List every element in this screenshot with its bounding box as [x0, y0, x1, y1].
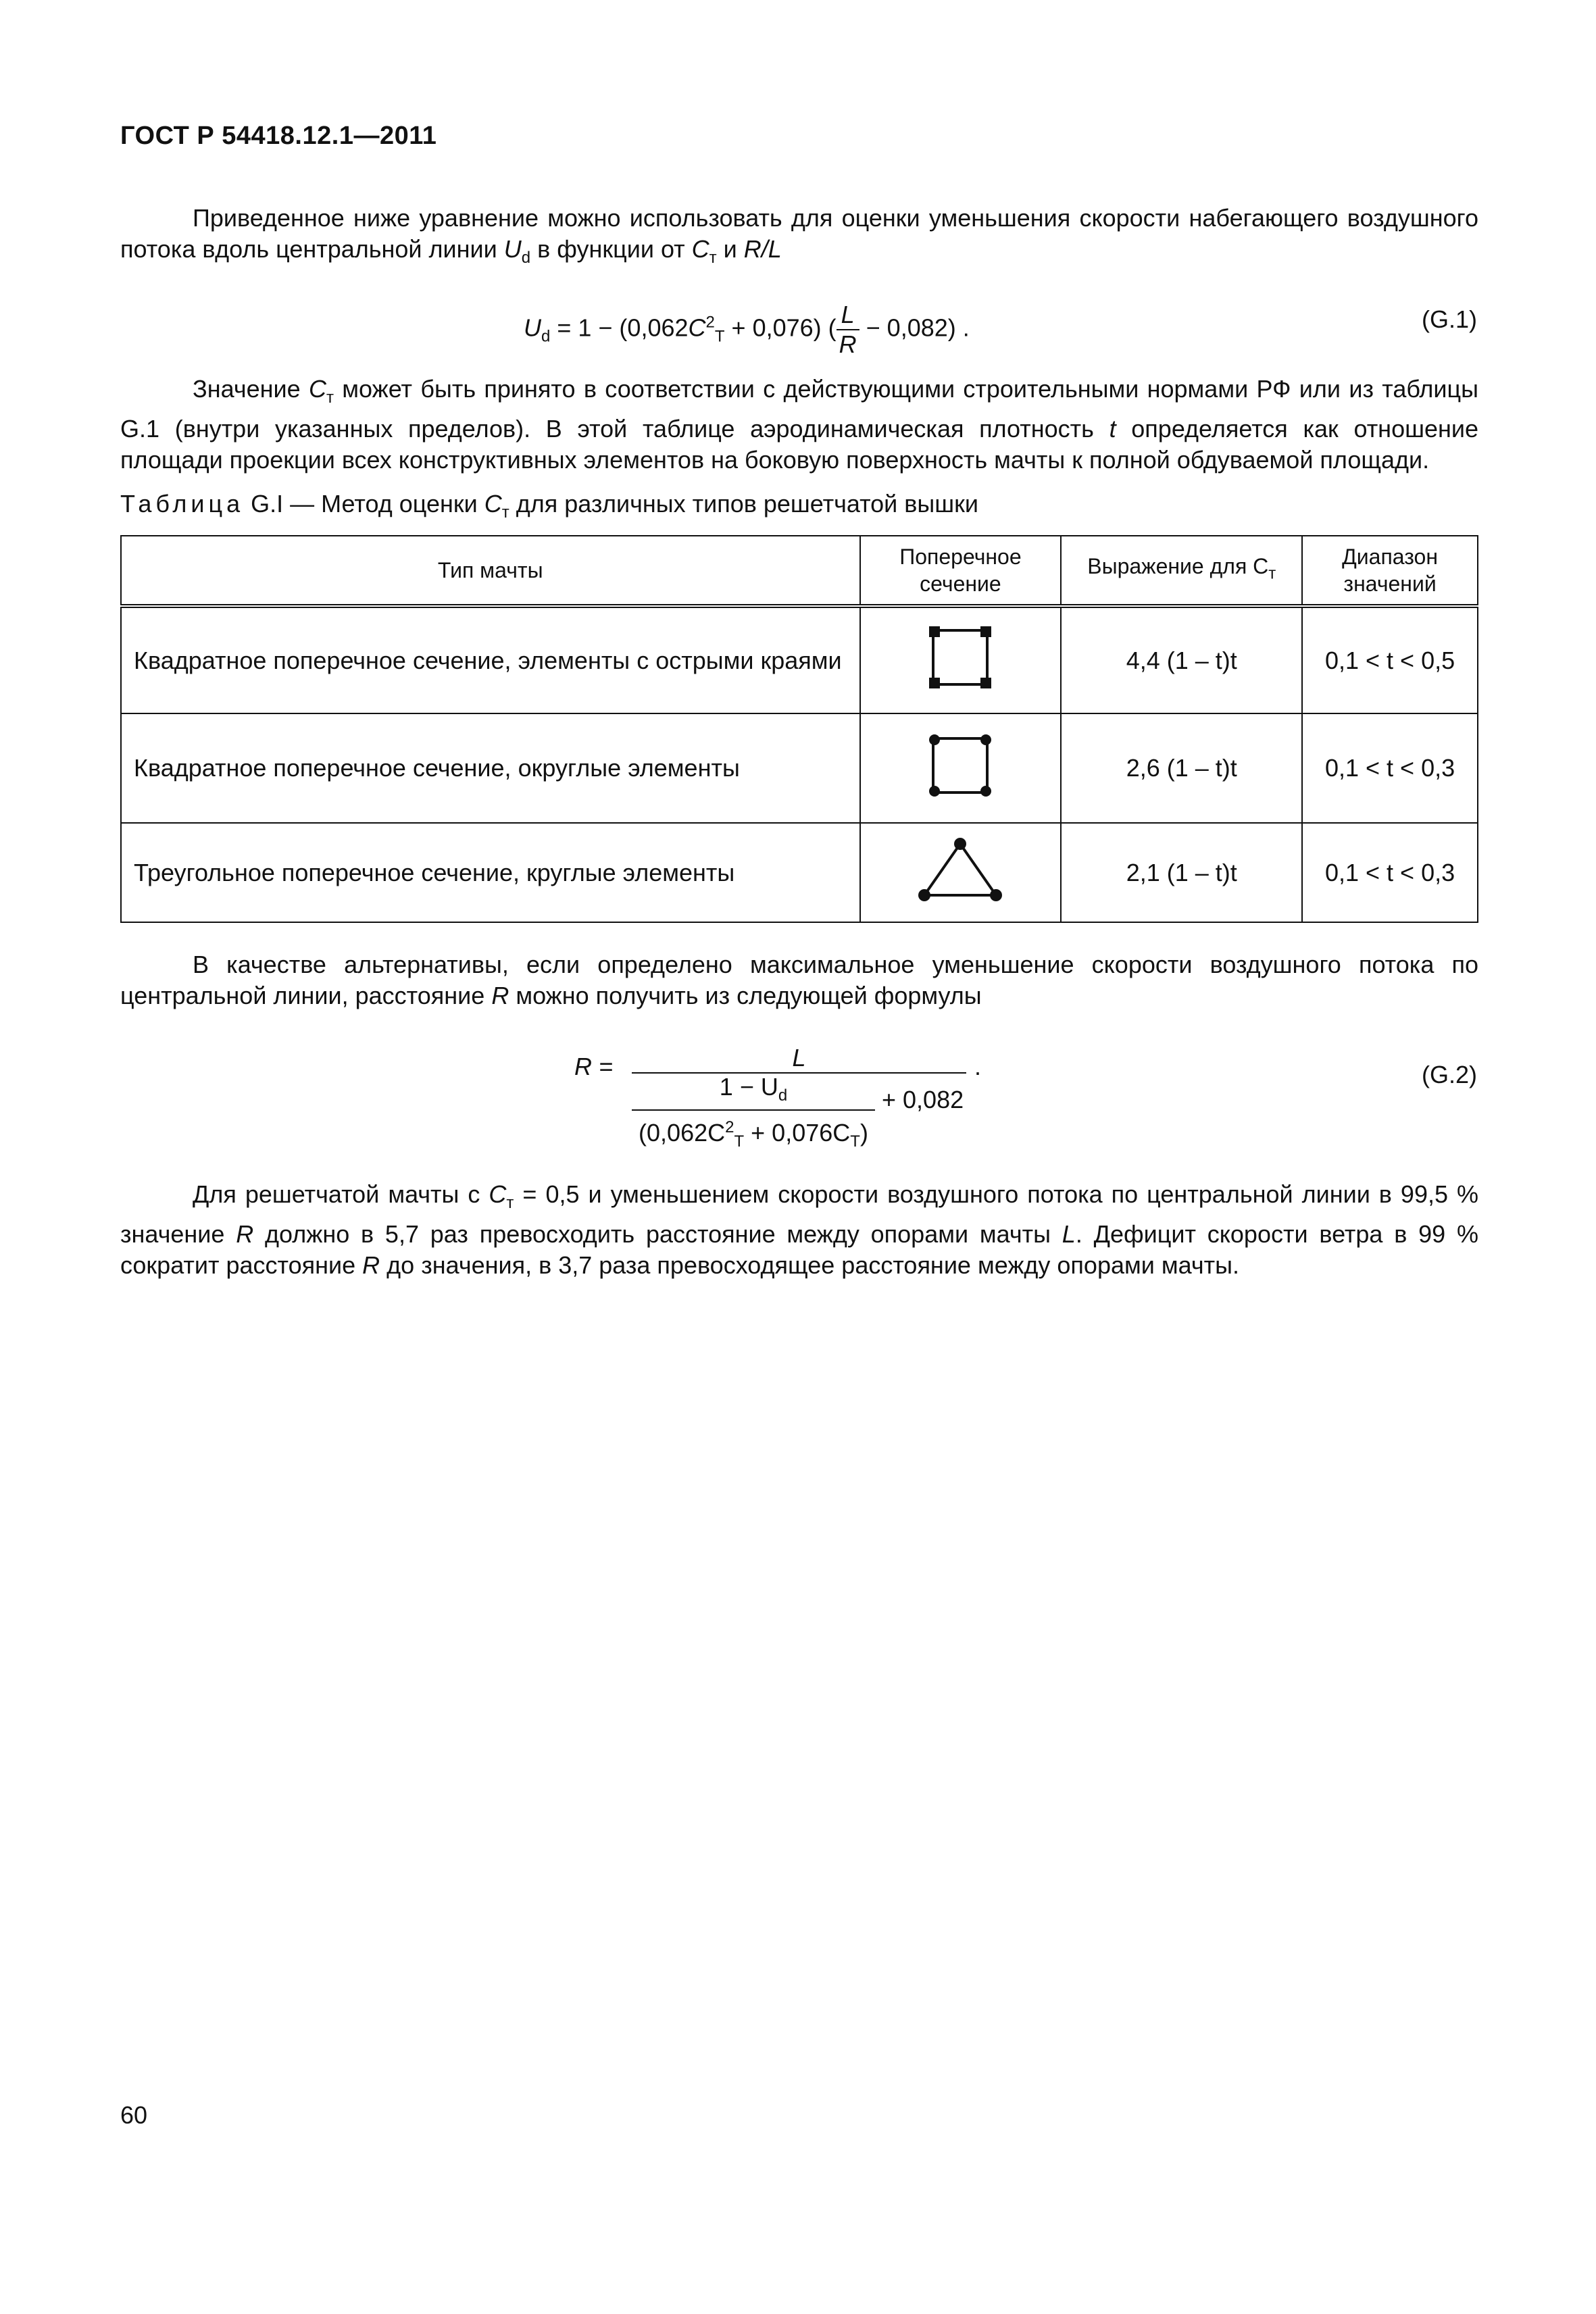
conclusion-paragraph: Для решетчатой мачты с $C_т = 0,5$ и уменьшением скорости воздушного потока по центральной линии в 99,5 % значение R должно в 5,7 раз превосходить расстояние между опорами мачты L. Дефицит скорости ветра в 99 % сократит расстояние R до значения, в 3,7 раза превосходящее расстояние между опорами мачты.	[120, 1180, 1478, 1280]
header-range: Диапазон значений	[1302, 536, 1478, 606]
cell-mast-type: Квадратное поперечное сечение, элементы с острыми краями	[121, 606, 860, 713]
table-header-row	[121, 536, 1478, 606]
equation-g2: R = L $1 - U_d$ $(0,062C^2_T + 0,076C_T)$ + 0,082 .	[574, 1044, 982, 1151]
fraction-l-over-r: $\frac{L}{R}$	[837, 301, 859, 359]
cell-expression: 2,6 (1 – t)t	[1061, 713, 1302, 823]
header-cross-section: Поперечное сечение	[860, 536, 1062, 606]
equation-g2-fraction: L $1 - U_d$ $(0,062C^2_T + 0,076C_T)$ + 0,082	[632, 1044, 966, 1148]
table-row	[121, 713, 1478, 823]
mast-types-table	[120, 535, 1478, 923]
cell-cross-section	[860, 823, 1062, 922]
equation-g2-number: (G.2)	[1421, 1061, 1477, 1088]
triangle-round-nodes-icon	[916, 836, 1004, 903]
table-row	[121, 823, 1478, 922]
square-sharp-corners-icon	[928, 625, 993, 690]
intro-paragraph: Приведенное ниже уравнение можно использовать для оценки уменьшения скорости набегающего воздушного потока вдоль центральной линии $U_d$ в функции от $C_т$ и R/L	[120, 204, 1478, 268]
cell-range: 0,1 < t < 0,3	[1302, 713, 1478, 823]
cell-range: 0,1 < t < 0,5	[1302, 606, 1478, 713]
ct-explanation-paragraph: Значение $C_т$ может быть принято в соответствии с действующими строительными нормами РФ или из таблицы G.1 (внутри указанных пределов). В этой таблице аэродинамическая плотность t определяется как отношение площади проекции всех конструктивных элементов на боковую поверхность мачты к полной обдуваемой площади.	[120, 375, 1478, 474]
table-row	[121, 606, 1478, 713]
cell-expression: 4,4 (1 – t)t	[1061, 606, 1302, 713]
cell-cross-section	[860, 606, 1062, 713]
cell-cross-section	[860, 713, 1062, 823]
page-number: 60	[120, 2101, 148, 2129]
equation-g1-number: (G.1)	[1421, 305, 1477, 333]
document-header: ГОСТ Р 54418.12.1—2011	[120, 122, 437, 150]
equation-g1: $U_d = 1 - (0,062C^2_T + 0,076)$ ( $\frac{L}{R}$ − 0,082) .	[524, 301, 970, 358]
header-mast-type: Тип мачты	[121, 536, 860, 606]
cell-mast-type: Треугольное поперечное сечение, круглые элементы	[121, 823, 860, 922]
header-expression: Выражение для $C_т$	[1061, 536, 1302, 606]
square-round-corners-icon	[928, 733, 993, 798]
table-caption: Таблица G.I — Метод оценки $C_т$ для различных типов решетчатой вышки	[120, 490, 979, 522]
cell-mast-type: Квадратное поперечное сечение, округлые элементы	[121, 713, 860, 823]
cell-expression: 2,1 (1 – t)t	[1061, 823, 1302, 922]
alternative-paragraph: В качестве альтернативы, если определено максимальное уменьшение скорости воздушного потока по центральной линии, расстояние R можно получить из следующей формулы	[120, 951, 1478, 1009]
cell-range: 0,1 < t < 0,3	[1302, 823, 1478, 922]
